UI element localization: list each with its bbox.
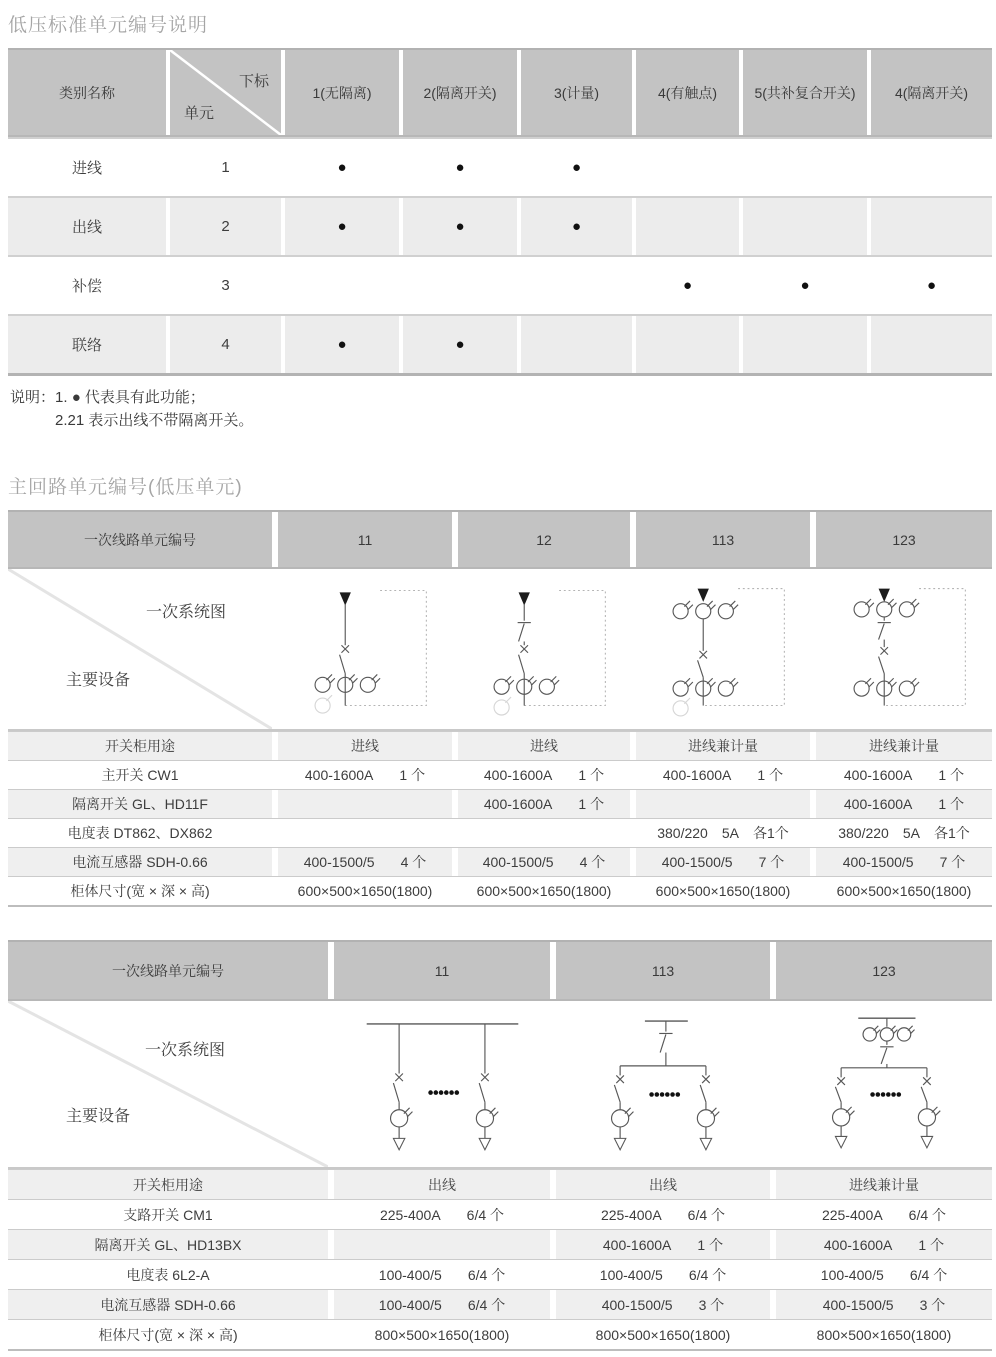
row-label: 电度表 6L2-A [8, 1260, 328, 1289]
table-row [8, 1199, 992, 1229]
unit-number-label: 一次线路单元编号 [8, 512, 272, 567]
table-cell: 380/220 5A 各1个 [816, 819, 992, 847]
spacer [8, 907, 992, 940]
diagram-row [8, 1001, 992, 1169]
table-row [8, 196, 992, 255]
table-cell: 进线兼计量 [776, 1170, 992, 1199]
row-label: 开关柜用途 [8, 732, 272, 760]
row-label: 电度表 DT862、DX862 [8, 819, 272, 847]
row-label: 联络 [8, 316, 166, 373]
function-dot: ● [871, 257, 992, 314]
function-dot: ● [403, 198, 517, 255]
table-cell: 600×500×1650(1800) [816, 877, 992, 905]
table-cell: 出线 [556, 1170, 770, 1199]
notes-lines [55, 387, 253, 432]
function-dot [521, 316, 632, 373]
table-row [8, 818, 992, 847]
row-label: 主开关 CW1 [8, 761, 272, 789]
diagonal-top-label: 下标 [238, 73, 269, 90]
legend-column-header: 4(隔离开关) [871, 50, 992, 135]
table-row [8, 876, 992, 905]
row-subscript: 3 [170, 257, 281, 314]
table-cell [458, 819, 630, 847]
row-label: 隔离开关 GL、HD13BX [8, 1230, 328, 1259]
table-cell: 400-1600A 1 个 [816, 761, 992, 789]
table-cell: 400-1600A 1 个 [278, 761, 452, 789]
table-cell: 进线 [278, 732, 452, 760]
section1-title: 低压标准单元编号说明 [8, 15, 209, 36]
unit-header-row [8, 940, 992, 1001]
table-cell: 进线兼计量 [816, 732, 992, 760]
table-cell: 800×500×1650(1800) [334, 1320, 550, 1349]
function-dot: ● [285, 139, 399, 196]
row-label: 进线 [8, 139, 166, 196]
table-cell: 400-1500/5 4 个 [458, 848, 630, 876]
unit-table-outgoing [8, 940, 992, 1351]
table-cell: 100-400/5 6/4 个 [556, 1260, 770, 1289]
circuit-diagram-11 [278, 569, 452, 729]
table-cell: 600×500×1650(1800) [278, 877, 452, 905]
table-cell: 400-1600A 1 个 [458, 790, 630, 818]
circuit-diagram-113 [636, 569, 810, 729]
table-cell: 400-1500/5 3 个 [556, 1290, 770, 1319]
legend-diagonal-cell [170, 50, 281, 135]
table-cell: 100-400/5 6/4 个 [334, 1260, 550, 1289]
table-row [8, 314, 992, 373]
row-subscript: 1 [170, 139, 281, 196]
main-equipment-label: 主要设备 [66, 672, 131, 689]
row-label: 电流互感器 SDH-0.66 [8, 848, 272, 876]
table-cell: 225-400A 6/4 个 [776, 1200, 992, 1229]
function-dot [743, 316, 867, 373]
table-cell: 800×500×1650(1800) [776, 1320, 992, 1349]
table-cell [278, 790, 452, 818]
table-row [8, 1319, 992, 1349]
table-cell: 800×500×1650(1800) [556, 1320, 770, 1349]
table-cell: 225-400A 6/4 个 [334, 1200, 550, 1229]
diagram-label-cell [8, 1001, 328, 1167]
function-dot [743, 139, 867, 196]
table-cell: 400-1500/5 3 个 [776, 1290, 992, 1319]
section2-title: 主回路单元编号(低压单元) [8, 477, 243, 498]
diagram-row [8, 569, 992, 731]
function-dot [871, 139, 992, 196]
row-label: 开关柜用途 [8, 1170, 328, 1199]
unit-number-label: 一次线路单元编号 [8, 942, 328, 999]
diagonal-line [8, 569, 272, 729]
legend-column-header: 5(共补复合开关) [743, 50, 867, 135]
table-cell [334, 1230, 550, 1259]
function-dot [636, 316, 739, 373]
function-dot [403, 257, 517, 314]
table-cell: 380/220 5A 各1个 [636, 819, 810, 847]
diagonal-line [8, 1001, 328, 1167]
row-label: 支路开关 CM1 [8, 1200, 328, 1229]
table-row [8, 789, 992, 818]
note-line: 2.21 表示出线不带隔离开关。 [55, 411, 254, 429]
table-cell: 进线 [458, 732, 630, 760]
legend-header-row [8, 48, 992, 137]
table-cell: 进线兼计量 [636, 732, 810, 760]
function-dot: ● [521, 139, 632, 196]
unit-table-low-voltage [8, 510, 992, 907]
unit-number: 123 [816, 512, 992, 567]
primary-system-diagram-label: 一次系统图 [146, 604, 227, 621]
notes [10, 387, 992, 432]
function-dot [636, 139, 739, 196]
table-cell: 600×500×1650(1800) [636, 877, 810, 905]
legend-table [8, 48, 992, 376]
function-dot: ● [285, 198, 399, 255]
function-dot: ● [403, 316, 517, 373]
diagonal-bottom-label: 单元 [184, 105, 215, 122]
row-label: 补偿 [8, 257, 166, 314]
unit-number: 113 [636, 512, 810, 567]
unit-number: 11 [334, 942, 550, 999]
legend-column-header: 4(有触点) [636, 50, 739, 135]
circuit-diagram-11-outgoing [334, 1001, 550, 1167]
table-cell: 400-1500/5 7 个 [816, 848, 992, 876]
table-row [8, 137, 992, 196]
legend-column-header: 3(计量) [521, 50, 632, 135]
unit-header-row [8, 510, 992, 569]
legend-column-header: 1(无隔离) [285, 50, 399, 135]
table-cell: 100-400/5 6/4 个 [776, 1260, 992, 1289]
table-row [8, 731, 992, 760]
row-label: 出线 [8, 198, 166, 255]
circuit-diagram-113-outgoing [556, 1001, 770, 1167]
table-cell: 400-1600A 1 个 [816, 790, 992, 818]
unit-number: 113 [556, 942, 770, 999]
table-cell: 400-1500/5 7 个 [636, 848, 810, 876]
main-equipment-label: 主要设备 [66, 1108, 131, 1125]
table-cell: 600×500×1650(1800) [458, 877, 630, 905]
table-row [8, 1259, 992, 1289]
unit-number: 123 [776, 942, 992, 999]
table-row [8, 1289, 992, 1319]
function-dot: ● [743, 257, 867, 314]
row-label: 电流互感器 SDH-0.66 [8, 1290, 328, 1319]
function-dot [871, 198, 992, 255]
function-dot: ● [403, 139, 517, 196]
function-dot: ● [521, 198, 632, 255]
diagram-label-cell [8, 569, 272, 729]
circuit-diagram-123-metering [776, 1001, 992, 1167]
table-cell [278, 819, 452, 847]
unit-number: 12 [458, 512, 630, 567]
row-label: 隔离开关 GL、HD11F [8, 790, 272, 818]
primary-system-diagram-label: 一次系统图 [145, 1042, 226, 1059]
row-label: 柜体尺寸(宽 × 深 × 高) [8, 877, 272, 905]
function-dot: ● [285, 316, 399, 373]
table-row [8, 760, 992, 789]
legend-corner-label: 类别名称 [8, 50, 166, 135]
table-cell: 400-1600A 1 个 [636, 761, 810, 789]
table-row [8, 1229, 992, 1259]
function-dot [636, 198, 739, 255]
table-cell: 400-1600A 1 个 [458, 761, 630, 789]
table-cell: 400-1600A 1 个 [776, 1230, 992, 1259]
note-line: 1. ● 代表具有此功能； [55, 389, 205, 406]
table-row [8, 255, 992, 314]
function-dot: ● [636, 257, 739, 314]
table-cell: 400-1500/5 4 个 [278, 848, 452, 876]
circuit-diagram-12 [458, 569, 630, 729]
unit-number: 11 [278, 512, 452, 567]
table-cell: 400-1600A 1 个 [556, 1230, 770, 1259]
row-label: 柜体尺寸(宽 × 深 × 高) [8, 1320, 328, 1349]
function-dot [871, 316, 992, 373]
circuit-diagram-123 [816, 569, 992, 729]
table-row [8, 847, 992, 876]
row-subscript: 2 [170, 198, 281, 255]
function-dot [285, 257, 399, 314]
function-dot [743, 198, 867, 255]
function-dot [521, 257, 632, 314]
notes-label: 说明： [10, 389, 56, 406]
table-cell [636, 790, 810, 818]
table-row [8, 1169, 992, 1199]
legend-column-header: 2(隔离开关) [403, 50, 517, 135]
row-subscript: 4 [170, 316, 281, 373]
table-cell: 225-400A 6/4 个 [556, 1200, 770, 1229]
table-cell: 100-400/5 6/4 个 [334, 1290, 550, 1319]
table-cell: 出线 [334, 1170, 550, 1199]
